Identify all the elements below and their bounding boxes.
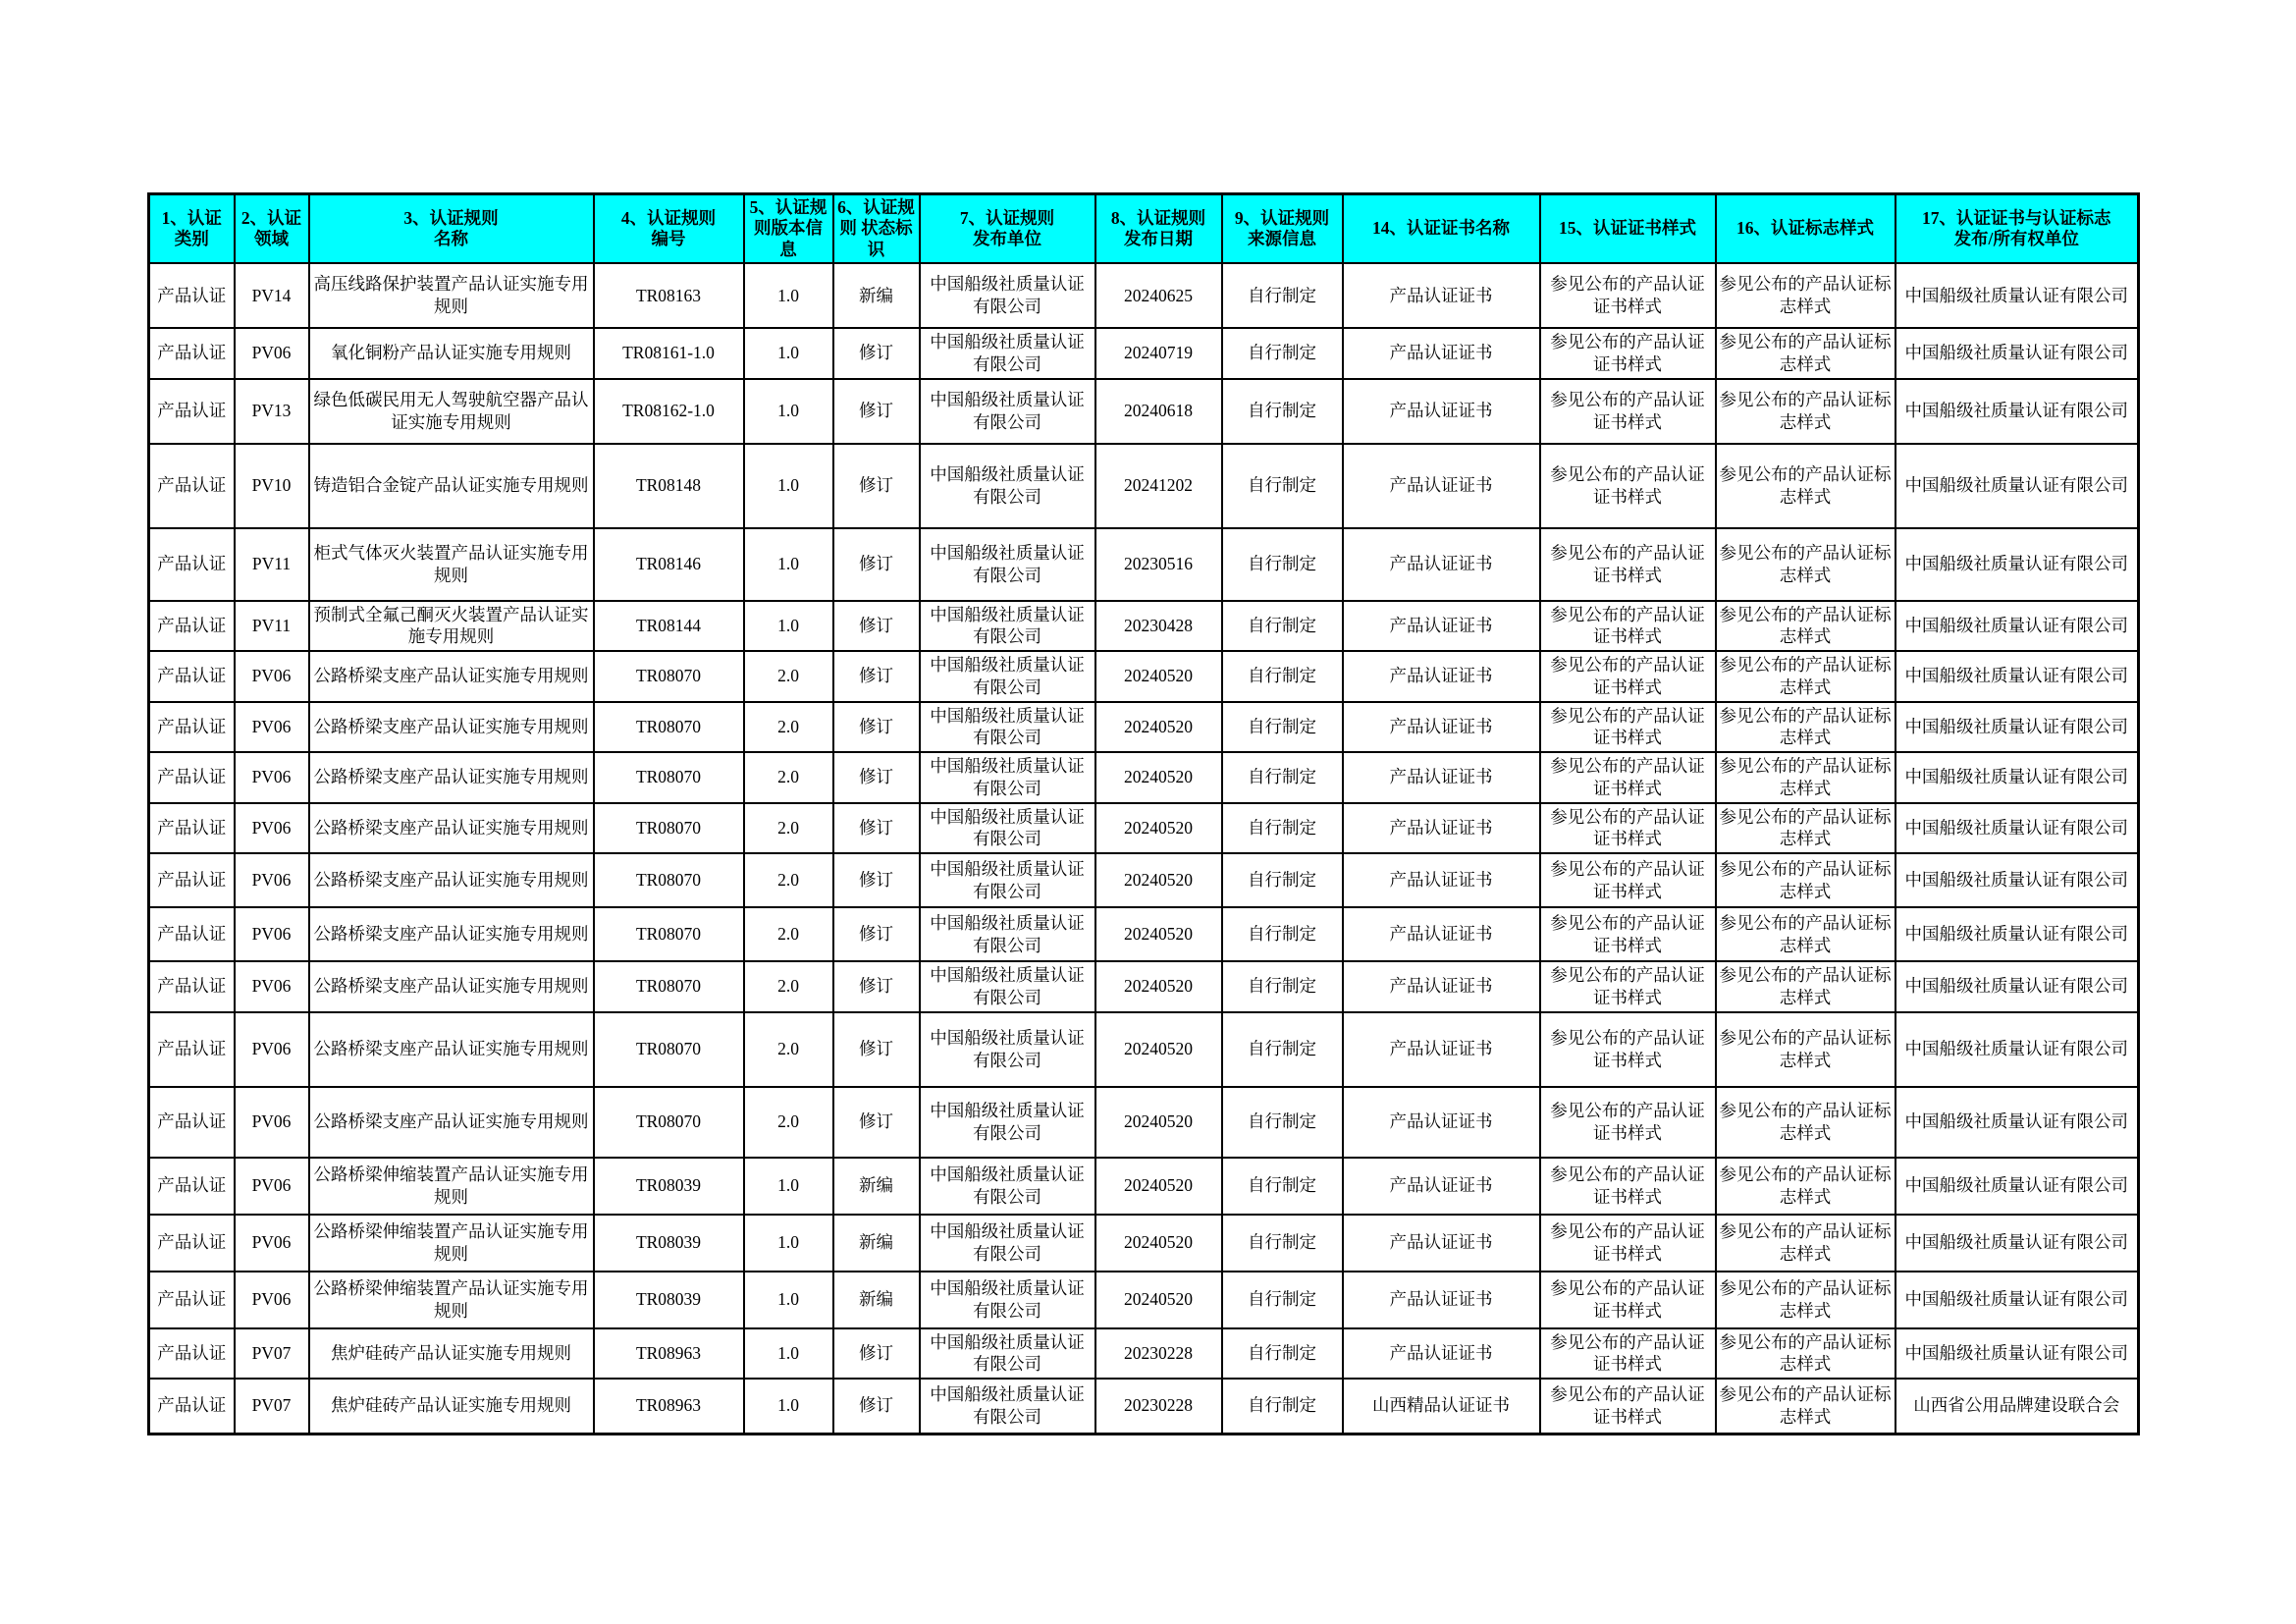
cell-issuer: 中国船级社质量认证有限公司	[920, 444, 1095, 528]
cell-cert_style: 参见公布的产品认证证书样式	[1540, 601, 1716, 652]
cell-pub_date: 20240520	[1095, 961, 1222, 1012]
cell-source: 自行制定	[1222, 651, 1343, 702]
cell-source: 自行制定	[1222, 1012, 1343, 1087]
cell-source: 自行制定	[1222, 1272, 1343, 1328]
cell-category: 产品认证	[149, 528, 235, 601]
cell-source: 自行制定	[1222, 1158, 1343, 1215]
cell-rule_no: TR08070	[594, 651, 744, 702]
cell-field: PV11	[235, 601, 309, 652]
cell-cert_name: 产品认证证书	[1343, 601, 1540, 652]
cell-mark_style: 参见公布的产品认证标志样式	[1716, 1158, 1896, 1215]
cell-category: 产品认证	[149, 702, 235, 753]
cell-mark_style: 参见公布的产品认证标志样式	[1716, 803, 1896, 854]
cell-owner: 中国船级社质量认证有限公司	[1896, 263, 2139, 328]
cell-rule_no: TR08148	[594, 444, 744, 528]
cell-cert_style: 参见公布的产品认证证书样式	[1540, 702, 1716, 753]
cell-owner: 中国船级社质量认证有限公司	[1896, 601, 2139, 652]
table-row	[149, 528, 2139, 601]
cell-issuer: 中国船级社质量认证有限公司	[920, 702, 1095, 753]
cell-rule_no: TR08144	[594, 601, 744, 652]
cell-field: PV06	[235, 1215, 309, 1272]
cell-version: 2.0	[744, 1012, 833, 1087]
cell-cert_style: 参见公布的产品认证证书样式	[1540, 328, 1716, 379]
cell-cert_name: 产品认证证书	[1343, 651, 1540, 702]
table-row	[149, 1328, 2139, 1380]
cell-rule_name: 焦炉硅砖产品认证实施专用规则	[309, 1328, 594, 1380]
cell-rule_no: TR08963	[594, 1379, 744, 1434]
cell-pub_date: 20241202	[1095, 444, 1222, 528]
cell-rule_name: 柜式气体灭火装置产品认证实施专用规则	[309, 528, 594, 601]
cell-pub_date: 20240520	[1095, 803, 1222, 854]
cell-cert_name: 产品认证证书	[1343, 702, 1540, 753]
cell-cert_name: 产品认证证书	[1343, 379, 1540, 444]
cell-cert_style: 参见公布的产品认证证书样式	[1540, 444, 1716, 528]
cell-status: 修订	[833, 379, 920, 444]
cell-status: 修订	[833, 1379, 920, 1434]
cell-cert_style: 参见公布的产品认证证书样式	[1540, 528, 1716, 601]
cell-rule_name: 铸造铝合金锭产品认证实施专用规则	[309, 444, 594, 528]
cell-pub_date: 20240520	[1095, 1158, 1222, 1215]
cell-rule_no: TR08163	[594, 263, 744, 328]
cell-cert_style: 参见公布的产品认证证书样式	[1540, 1272, 1716, 1328]
cell-status: 新编	[833, 263, 920, 328]
cell-source: 自行制定	[1222, 263, 1343, 328]
cell-version: 1.0	[744, 379, 833, 444]
cell-version: 2.0	[744, 651, 833, 702]
column-header-pub_date: 8、认证规则 发布日期	[1095, 194, 1222, 264]
cell-category: 产品认证	[149, 803, 235, 854]
table-row	[149, 1012, 2139, 1087]
cell-status: 修订	[833, 601, 920, 652]
cell-status: 修订	[833, 1087, 920, 1158]
table-row	[149, 1158, 2139, 1215]
cell-pub_date: 20240520	[1095, 651, 1222, 702]
cell-source: 自行制定	[1222, 328, 1343, 379]
cell-version: 1.0	[744, 1328, 833, 1380]
table-row	[149, 1215, 2139, 1272]
cell-version: 1.0	[744, 263, 833, 328]
cell-mark_style: 参见公布的产品认证标志样式	[1716, 907, 1896, 961]
cell-issuer: 中国船级社质量认证有限公司	[920, 1379, 1095, 1434]
table-row	[149, 601, 2139, 652]
cell-status: 修订	[833, 528, 920, 601]
cell-field: PV06	[235, 752, 309, 803]
column-header-owner: 17、认证证书与认证标志 发布/所有权单位	[1896, 194, 2139, 264]
cell-status: 新编	[833, 1158, 920, 1215]
cell-pub_date: 20240520	[1095, 1272, 1222, 1328]
cell-source: 自行制定	[1222, 379, 1343, 444]
cell-rule_no: TR08070	[594, 803, 744, 854]
cell-field: PV06	[235, 1272, 309, 1328]
cell-version: 1.0	[744, 528, 833, 601]
cell-rule_no: TR08070	[594, 752, 744, 803]
cell-cert_style: 参见公布的产品认证证书样式	[1540, 1012, 1716, 1087]
table-header-row	[149, 194, 2139, 264]
cell-cert_name: 产品认证证书	[1343, 1012, 1540, 1087]
cell-status: 修订	[833, 853, 920, 907]
cell-source: 自行制定	[1222, 1328, 1343, 1380]
cell-cert_style: 参见公布的产品认证证书样式	[1540, 961, 1716, 1012]
cell-issuer: 中国船级社质量认证有限公司	[920, 601, 1095, 652]
cell-field: PV06	[235, 328, 309, 379]
cell-owner: 中国船级社质量认证有限公司	[1896, 328, 2139, 379]
cell-pub_date: 20240520	[1095, 752, 1222, 803]
cell-status: 修订	[833, 961, 920, 1012]
cell-owner: 中国船级社质量认证有限公司	[1896, 1158, 2139, 1215]
cell-cert_style: 参见公布的产品认证证书样式	[1540, 263, 1716, 328]
cell-rule_name: 公路桥梁支座产品认证实施专用规则	[309, 907, 594, 961]
cell-field: PV06	[235, 1158, 309, 1215]
cell-cert_name: 产品认证证书	[1343, 907, 1540, 961]
table-row	[149, 651, 2139, 702]
table-row	[149, 1272, 2139, 1328]
column-header-field: 2、认证领域	[235, 194, 309, 264]
cell-category: 产品认证	[149, 853, 235, 907]
cell-cert_style: 参见公布的产品认证证书样式	[1540, 752, 1716, 803]
cell-mark_style: 参见公布的产品认证标志样式	[1716, 444, 1896, 528]
column-header-rule_name: 3、认证规则 名称	[309, 194, 594, 264]
cell-issuer: 中国船级社质量认证有限公司	[920, 803, 1095, 854]
cell-cert_name: 山西精品认证证书	[1343, 1379, 1540, 1434]
cell-version: 2.0	[744, 803, 833, 854]
cell-rule_name: 公路桥梁伸缩装置产品认证实施专用规则	[309, 1158, 594, 1215]
table-row	[149, 328, 2139, 379]
cell-issuer: 中国船级社质量认证有限公司	[920, 379, 1095, 444]
column-header-version: 5、认证规则版本信息	[744, 194, 833, 264]
cell-rule_name: 预制式全氟己酮灭火装置产品认证实施专用规则	[309, 601, 594, 652]
cell-field: PV10	[235, 444, 309, 528]
cell-owner: 山西省公用品牌建设联合会	[1896, 1379, 2139, 1434]
cell-pub_date: 20240520	[1095, 907, 1222, 961]
column-header-category: 1、认证类别	[149, 194, 235, 264]
table-header	[149, 194, 2139, 264]
cell-owner: 中国船级社质量认证有限公司	[1896, 1328, 2139, 1380]
cell-issuer: 中国船级社质量认证有限公司	[920, 961, 1095, 1012]
cell-cert_name: 产品认证证书	[1343, 1215, 1540, 1272]
cell-source: 自行制定	[1222, 528, 1343, 601]
cell-mark_style: 参见公布的产品认证标志样式	[1716, 651, 1896, 702]
cell-cert_name: 产品认证证书	[1343, 803, 1540, 854]
cell-status: 新编	[833, 1215, 920, 1272]
cell-rule_no: TR08146	[594, 528, 744, 601]
cell-category: 产品认证	[149, 961, 235, 1012]
cell-status: 修订	[833, 907, 920, 961]
cell-rule_name: 高压线路保护装置产品认证实施专用规则	[309, 263, 594, 328]
table-row	[149, 1087, 2139, 1158]
cell-version: 1.0	[744, 1379, 833, 1434]
table-row	[149, 379, 2139, 444]
cell-rule_no: TR08161-1.0	[594, 328, 744, 379]
cell-field: PV06	[235, 702, 309, 753]
cell-pub_date: 20230516	[1095, 528, 1222, 601]
cell-issuer: 中国船级社质量认证有限公司	[920, 853, 1095, 907]
cell-issuer: 中国船级社质量认证有限公司	[920, 1158, 1095, 1215]
cell-category: 产品认证	[149, 752, 235, 803]
cell-version: 2.0	[744, 752, 833, 803]
cell-version: 2.0	[744, 907, 833, 961]
cell-status: 修订	[833, 1328, 920, 1380]
cell-field: PV14	[235, 263, 309, 328]
cell-mark_style: 参见公布的产品认证标志样式	[1716, 702, 1896, 753]
cell-mark_style: 参见公布的产品认证标志样式	[1716, 1379, 1896, 1434]
cell-mark_style: 参见公布的产品认证标志样式	[1716, 328, 1896, 379]
cell-rule_no: TR08070	[594, 961, 744, 1012]
cell-source: 自行制定	[1222, 752, 1343, 803]
cell-source: 自行制定	[1222, 1087, 1343, 1158]
cell-cert_style: 参见公布的产品认证证书样式	[1540, 1328, 1716, 1380]
cell-cert_style: 参见公布的产品认证证书样式	[1540, 853, 1716, 907]
cell-issuer: 中国船级社质量认证有限公司	[920, 528, 1095, 601]
cell-pub_date: 20230228	[1095, 1379, 1222, 1434]
cell-rule_no: TR08070	[594, 702, 744, 753]
cell-rule_no: TR08070	[594, 907, 744, 961]
cell-field: PV06	[235, 1012, 309, 1087]
cell-cert_name: 产品认证证书	[1343, 263, 1540, 328]
column-header-cert_style: 15、认证证书样式	[1540, 194, 1716, 264]
cell-pub_date: 20240520	[1095, 1215, 1222, 1272]
cell-cert_name: 产品认证证书	[1343, 853, 1540, 907]
cell-issuer: 中国船级社质量认证有限公司	[920, 263, 1095, 328]
cell-field: PV11	[235, 528, 309, 601]
cell-source: 自行制定	[1222, 853, 1343, 907]
cell-field: PV06	[235, 651, 309, 702]
cell-cert_name: 产品认证证书	[1343, 444, 1540, 528]
cell-mark_style: 参见公布的产品认证标志样式	[1716, 1012, 1896, 1087]
column-header-issuer: 7、认证规则 发布单位	[920, 194, 1095, 264]
cell-pub_date: 20240625	[1095, 263, 1222, 328]
cell-owner: 中国船级社质量认证有限公司	[1896, 961, 2139, 1012]
cell-rule_name: 公路桥梁支座产品认证实施专用规则	[309, 752, 594, 803]
cell-owner: 中国船级社质量认证有限公司	[1896, 853, 2139, 907]
cell-status: 修订	[833, 444, 920, 528]
cell-source: 自行制定	[1222, 702, 1343, 753]
cell-pub_date: 20240719	[1095, 328, 1222, 379]
cell-mark_style: 参见公布的产品认证标志样式	[1716, 752, 1896, 803]
cell-mark_style: 参见公布的产品认证标志样式	[1716, 1328, 1896, 1380]
cell-field: PV06	[235, 961, 309, 1012]
cell-cert_style: 参见公布的产品认证证书样式	[1540, 1379, 1716, 1434]
cell-owner: 中国船级社质量认证有限公司	[1896, 1012, 2139, 1087]
cell-mark_style: 参见公布的产品认证标志样式	[1716, 528, 1896, 601]
table-row	[149, 752, 2139, 803]
cell-category: 产品认证	[149, 1012, 235, 1087]
cell-rule_name: 绿色低碳民用无人驾驶航空器产品认证实施专用规则	[309, 379, 594, 444]
cell-category: 产品认证	[149, 1158, 235, 1215]
column-header-source: 9、认证规则 来源信息	[1222, 194, 1343, 264]
cell-cert_name: 产品认证证书	[1343, 528, 1540, 601]
cell-rule_name: 公路桥梁支座产品认证实施专用规则	[309, 1012, 594, 1087]
cell-version: 1.0	[744, 328, 833, 379]
cell-pub_date: 20230228	[1095, 1328, 1222, 1380]
cell-status: 修订	[833, 1012, 920, 1087]
cell-field: PV13	[235, 379, 309, 444]
cell-mark_style: 参见公布的产品认证标志样式	[1716, 961, 1896, 1012]
cell-source: 自行制定	[1222, 601, 1343, 652]
cell-category: 产品认证	[149, 1272, 235, 1328]
cell-pub_date: 20240520	[1095, 702, 1222, 753]
cell-issuer: 中国船级社质量认证有限公司	[920, 1272, 1095, 1328]
cell-status: 修订	[833, 752, 920, 803]
cell-owner: 中国船级社质量认证有限公司	[1896, 752, 2139, 803]
cell-cert_name: 产品认证证书	[1343, 961, 1540, 1012]
table-row	[149, 444, 2139, 528]
cell-pub_date: 20240618	[1095, 379, 1222, 444]
cell-rule_name: 公路桥梁支座产品认证实施专用规则	[309, 1087, 594, 1158]
cell-field: PV06	[235, 1087, 309, 1158]
cell-version: 2.0	[744, 961, 833, 1012]
cell-cert_name: 产品认证证书	[1343, 1272, 1540, 1328]
cell-category: 产品认证	[149, 444, 235, 528]
cell-rule_name: 公路桥梁伸缩装置产品认证实施专用规则	[309, 1215, 594, 1272]
cell-field: PV06	[235, 853, 309, 907]
cell-mark_style: 参见公布的产品认证标志样式	[1716, 853, 1896, 907]
cell-cert_name: 产品认证证书	[1343, 1328, 1540, 1380]
column-header-mark_style: 16、认证标志样式	[1716, 194, 1896, 264]
cell-issuer: 中国船级社质量认证有限公司	[920, 907, 1095, 961]
cell-cert_name: 产品认证证书	[1343, 1087, 1540, 1158]
cell-pub_date: 20230428	[1095, 601, 1222, 652]
cell-rule_no: TR08070	[594, 1087, 744, 1158]
table-row	[149, 961, 2139, 1012]
cell-owner: 中国船级社质量认证有限公司	[1896, 702, 2139, 753]
cell-source: 自行制定	[1222, 961, 1343, 1012]
cell-owner: 中国船级社质量认证有限公司	[1896, 1215, 2139, 1272]
cell-category: 产品认证	[149, 1379, 235, 1434]
cell-category: 产品认证	[149, 1087, 235, 1158]
cell-version: 1.0	[744, 444, 833, 528]
cell-issuer: 中国船级社质量认证有限公司	[920, 328, 1095, 379]
table-row	[149, 1379, 2139, 1434]
cell-owner: 中国船级社质量认证有限公司	[1896, 907, 2139, 961]
cell-mark_style: 参见公布的产品认证标志样式	[1716, 1087, 1896, 1158]
cell-category: 产品认证	[149, 601, 235, 652]
cell-issuer: 中国船级社质量认证有限公司	[920, 752, 1095, 803]
table-row	[149, 907, 2139, 961]
cell-mark_style: 参见公布的产品认证标志样式	[1716, 379, 1896, 444]
cell-rule_name: 公路桥梁支座产品认证实施专用规则	[309, 651, 594, 702]
cell-rule_no: TR08039	[594, 1272, 744, 1328]
cell-category: 产品认证	[149, 907, 235, 961]
cell-category: 产品认证	[149, 651, 235, 702]
cell-status: 修订	[833, 702, 920, 753]
cell-category: 产品认证	[149, 263, 235, 328]
cell-cert_style: 参见公布的产品认证证书样式	[1540, 651, 1716, 702]
cell-rule_no: TR08039	[594, 1158, 744, 1215]
cell-issuer: 中国船级社质量认证有限公司	[920, 1215, 1095, 1272]
cell-status: 修订	[833, 328, 920, 379]
cell-issuer: 中国船级社质量认证有限公司	[920, 1012, 1095, 1087]
cell-status: 修订	[833, 651, 920, 702]
cell-field: PV06	[235, 803, 309, 854]
cell-cert_style: 参见公布的产品认证证书样式	[1540, 1087, 1716, 1158]
column-header-status: 6、认证规则 状态标识	[833, 194, 920, 264]
cell-category: 产品认证	[149, 1215, 235, 1272]
certification-rules-document	[147, 192, 2140, 1435]
table-row	[149, 702, 2139, 753]
cell-rule_no: TR08162-1.0	[594, 379, 744, 444]
cell-owner: 中国船级社质量认证有限公司	[1896, 1272, 2139, 1328]
table-row	[149, 803, 2139, 854]
table-body	[149, 263, 2139, 1434]
cell-cert_style: 参见公布的产品认证证书样式	[1540, 803, 1716, 854]
cell-version: 1.0	[744, 1272, 833, 1328]
cell-rule_name: 公路桥梁支座产品认证实施专用规则	[309, 803, 594, 854]
cell-rule_name: 氧化铜粉产品认证实施专用规则	[309, 328, 594, 379]
cell-mark_style: 参见公布的产品认证标志样式	[1716, 1215, 1896, 1272]
cell-cert_name: 产品认证证书	[1343, 1158, 1540, 1215]
cell-version: 1.0	[744, 1158, 833, 1215]
cell-cert_name: 产品认证证书	[1343, 328, 1540, 379]
cell-version: 1.0	[744, 1215, 833, 1272]
cell-issuer: 中国船级社质量认证有限公司	[920, 1328, 1095, 1380]
cell-version: 1.0	[744, 601, 833, 652]
cell-owner: 中国船级社质量认证有限公司	[1896, 651, 2139, 702]
cell-source: 自行制定	[1222, 444, 1343, 528]
cell-category: 产品认证	[149, 1328, 235, 1380]
cell-rule_no: TR08070	[594, 853, 744, 907]
cell-status: 修订	[833, 803, 920, 854]
cell-field: PV06	[235, 907, 309, 961]
cell-field: PV07	[235, 1379, 309, 1434]
cell-cert_style: 参见公布的产品认证证书样式	[1540, 1158, 1716, 1215]
cell-mark_style: 参见公布的产品认证标志样式	[1716, 1272, 1896, 1328]
cell-category: 产品认证	[149, 379, 235, 444]
cell-source: 自行制定	[1222, 1215, 1343, 1272]
cell-owner: 中国船级社质量认证有限公司	[1896, 528, 2139, 601]
cell-owner: 中国船级社质量认证有限公司	[1896, 379, 2139, 444]
cell-issuer: 中国船级社质量认证有限公司	[920, 651, 1095, 702]
cell-pub_date: 20240520	[1095, 1012, 1222, 1087]
cell-cert_style: 参见公布的产品认证证书样式	[1540, 907, 1716, 961]
cell-rule_no: TR08963	[594, 1328, 744, 1380]
cell-rule_name: 公路桥梁支座产品认证实施专用规则	[309, 702, 594, 753]
cell-rule_name: 公路桥梁伸缩装置产品认证实施专用规则	[309, 1272, 594, 1328]
cell-pub_date: 20240520	[1095, 853, 1222, 907]
cell-version: 2.0	[744, 853, 833, 907]
cell-cert_name: 产品认证证书	[1343, 752, 1540, 803]
cell-pub_date: 20240520	[1095, 1087, 1222, 1158]
cell-category: 产品认证	[149, 328, 235, 379]
column-header-cert_name: 14、认证证书名称	[1343, 194, 1540, 264]
cell-field: PV07	[235, 1328, 309, 1380]
cell-mark_style: 参见公布的产品认证标志样式	[1716, 263, 1896, 328]
table-row	[149, 263, 2139, 328]
cell-mark_style: 参见公布的产品认证标志样式	[1716, 601, 1896, 652]
cell-owner: 中国船级社质量认证有限公司	[1896, 1087, 2139, 1158]
cell-source: 自行制定	[1222, 1379, 1343, 1434]
cell-rule_no: TR08070	[594, 1012, 744, 1087]
column-header-rule_no: 4、认证规则 编号	[594, 194, 744, 264]
cell-version: 2.0	[744, 1087, 833, 1158]
certification-rules-table	[147, 192, 2140, 1435]
cell-owner: 中国船级社质量认证有限公司	[1896, 803, 2139, 854]
table-row	[149, 853, 2139, 907]
cell-owner: 中国船级社质量认证有限公司	[1896, 444, 2139, 528]
cell-source: 自行制定	[1222, 907, 1343, 961]
cell-rule_name: 公路桥梁支座产品认证实施专用规则	[309, 961, 594, 1012]
cell-status: 新编	[833, 1272, 920, 1328]
cell-rule_no: TR08039	[594, 1215, 744, 1272]
cell-version: 2.0	[744, 702, 833, 753]
cell-source: 自行制定	[1222, 803, 1343, 854]
cell-cert_style: 参见公布的产品认证证书样式	[1540, 379, 1716, 444]
cell-issuer: 中国船级社质量认证有限公司	[920, 1087, 1095, 1158]
cell-rule_name: 公路桥梁支座产品认证实施专用规则	[309, 853, 594, 907]
cell-cert_style: 参见公布的产品认证证书样式	[1540, 1215, 1716, 1272]
cell-rule_name: 焦炉硅砖产品认证实施专用规则	[309, 1379, 594, 1434]
